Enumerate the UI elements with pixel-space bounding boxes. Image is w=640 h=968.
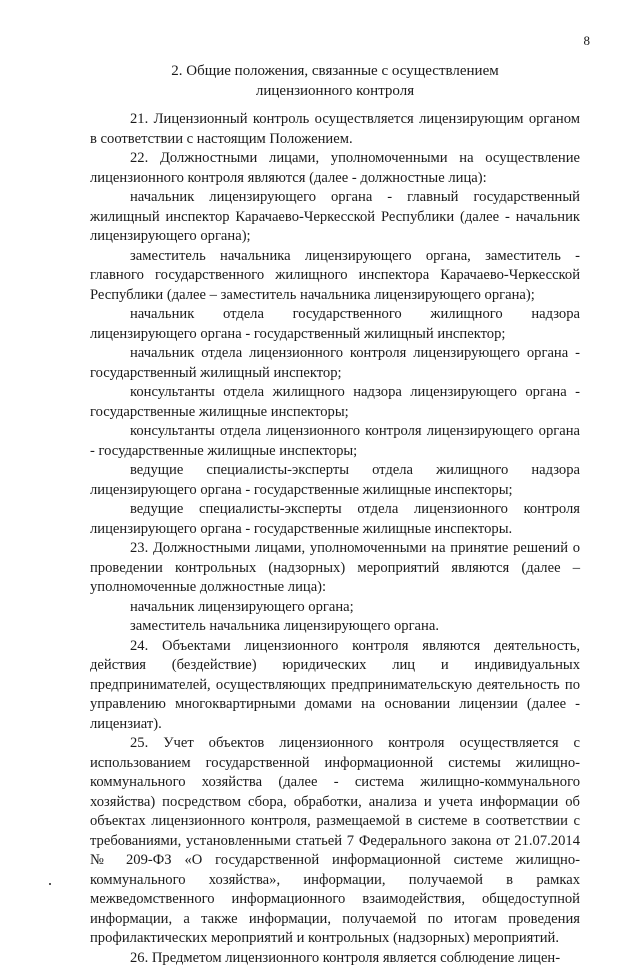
official-list-item: начальник отдела лицензионного контроля лицензирующего органа - государственный жилищный инспектор; xyxy=(90,344,580,383)
paragraph-23: 23. Должностными лицами, уполномоченными на принятие решений о проведении контрольных (надзорных) мероприятий являются (далее – уполномоченные должностные лица): xyxy=(90,539,580,598)
official-list-item: начальник лицензирующего органа - главный государственный жилищный инспектор Карачаево-Черкесской Республики (далее - начальник лицензирующего органа); xyxy=(90,188,580,247)
paragraph-22: 22. Должностными лицами, уполномоченными на осуществление лицензионного контроля являются (далее - должностные лица): xyxy=(90,149,580,188)
paragraph-25: 25. Учет объектов лицензионного контроля осуществляется с использованием государственной информационной системы жилищно-коммунального хозяйства (далее - система жилищно-коммунального хозяйства) посредством сбора, обработки, анализа и учета информации об объектах лицензионного контроля, размещаемой в системе в соответствии с требованиями, установленными статьей 7 Федерального закона от 21.07.2014 № 209-ФЗ «О государственной информационной системе жилищно-коммунального хозяйства», информации, получаемой в рамках межведомственного информационного взаимодействия, общедоступной информации, а также информации, получаемой по итогам проведения профилактических мероприятий и контрольных (надзорных) мероприятий. xyxy=(90,734,580,949)
paragraph-21: 21. Лицензионный контроль осуществляется лицензирующим органом в соответствии с настоящим Положением. xyxy=(90,110,580,149)
section-heading-line-2: лицензионного контроля xyxy=(90,81,580,101)
authorized-list-item: начальник лицензирующего органа; xyxy=(90,598,580,618)
paragraph-26: 26. Предметом лицензионного контроля является соблюдение лицен- xyxy=(90,949,580,968)
official-list-item: ведущие специалисты-эксперты отдела жилищного надзора лицензирующего органа - государственные жилищные инспекторы; xyxy=(90,461,580,500)
paragraph-24: 24. Объектами лицензионного контроля являются деятельность, действия (бездействие) юридических лиц и индивидуальных предпринимателей, осуществляющих предпринимательскую деятельность по управлению многоквартирными домами на основании лицензии (далее - лицензиат). xyxy=(90,637,580,735)
official-list-item: начальник отдела государственного жилищного надзора лицензирующего органа - государственный жилищный инспектор; xyxy=(90,305,580,344)
section-heading-line-1: 2. Общие положения, связанные с осуществлением xyxy=(90,61,580,81)
official-list-item: консультанты отдела лицензионного контроля лицензирующего органа - государственные жилищные инспекторы; xyxy=(90,422,580,461)
page-number: 8 xyxy=(584,33,591,49)
official-list-item: заместитель начальника лицензирующего органа, заместитель - главного государственного жилищного инспектора Карачаево-Черкесской Республики (далее – заместитель начальника лицензирующего органа); xyxy=(90,247,580,306)
section-heading xyxy=(90,61,580,101)
document-body xyxy=(90,110,580,968)
scan-speck xyxy=(49,883,51,885)
official-list-item: консультанты отдела жилищного надзора лицензирующего органа - государственные жилищные инспекторы; xyxy=(90,383,580,422)
authorized-list-item: заместитель начальника лицензирующего органа. xyxy=(90,617,580,637)
official-list-item: ведущие специалисты-эксперты отдела лицензионного контроля лицензирующего органа - государственные жилищные инспекторы. xyxy=(90,500,580,539)
